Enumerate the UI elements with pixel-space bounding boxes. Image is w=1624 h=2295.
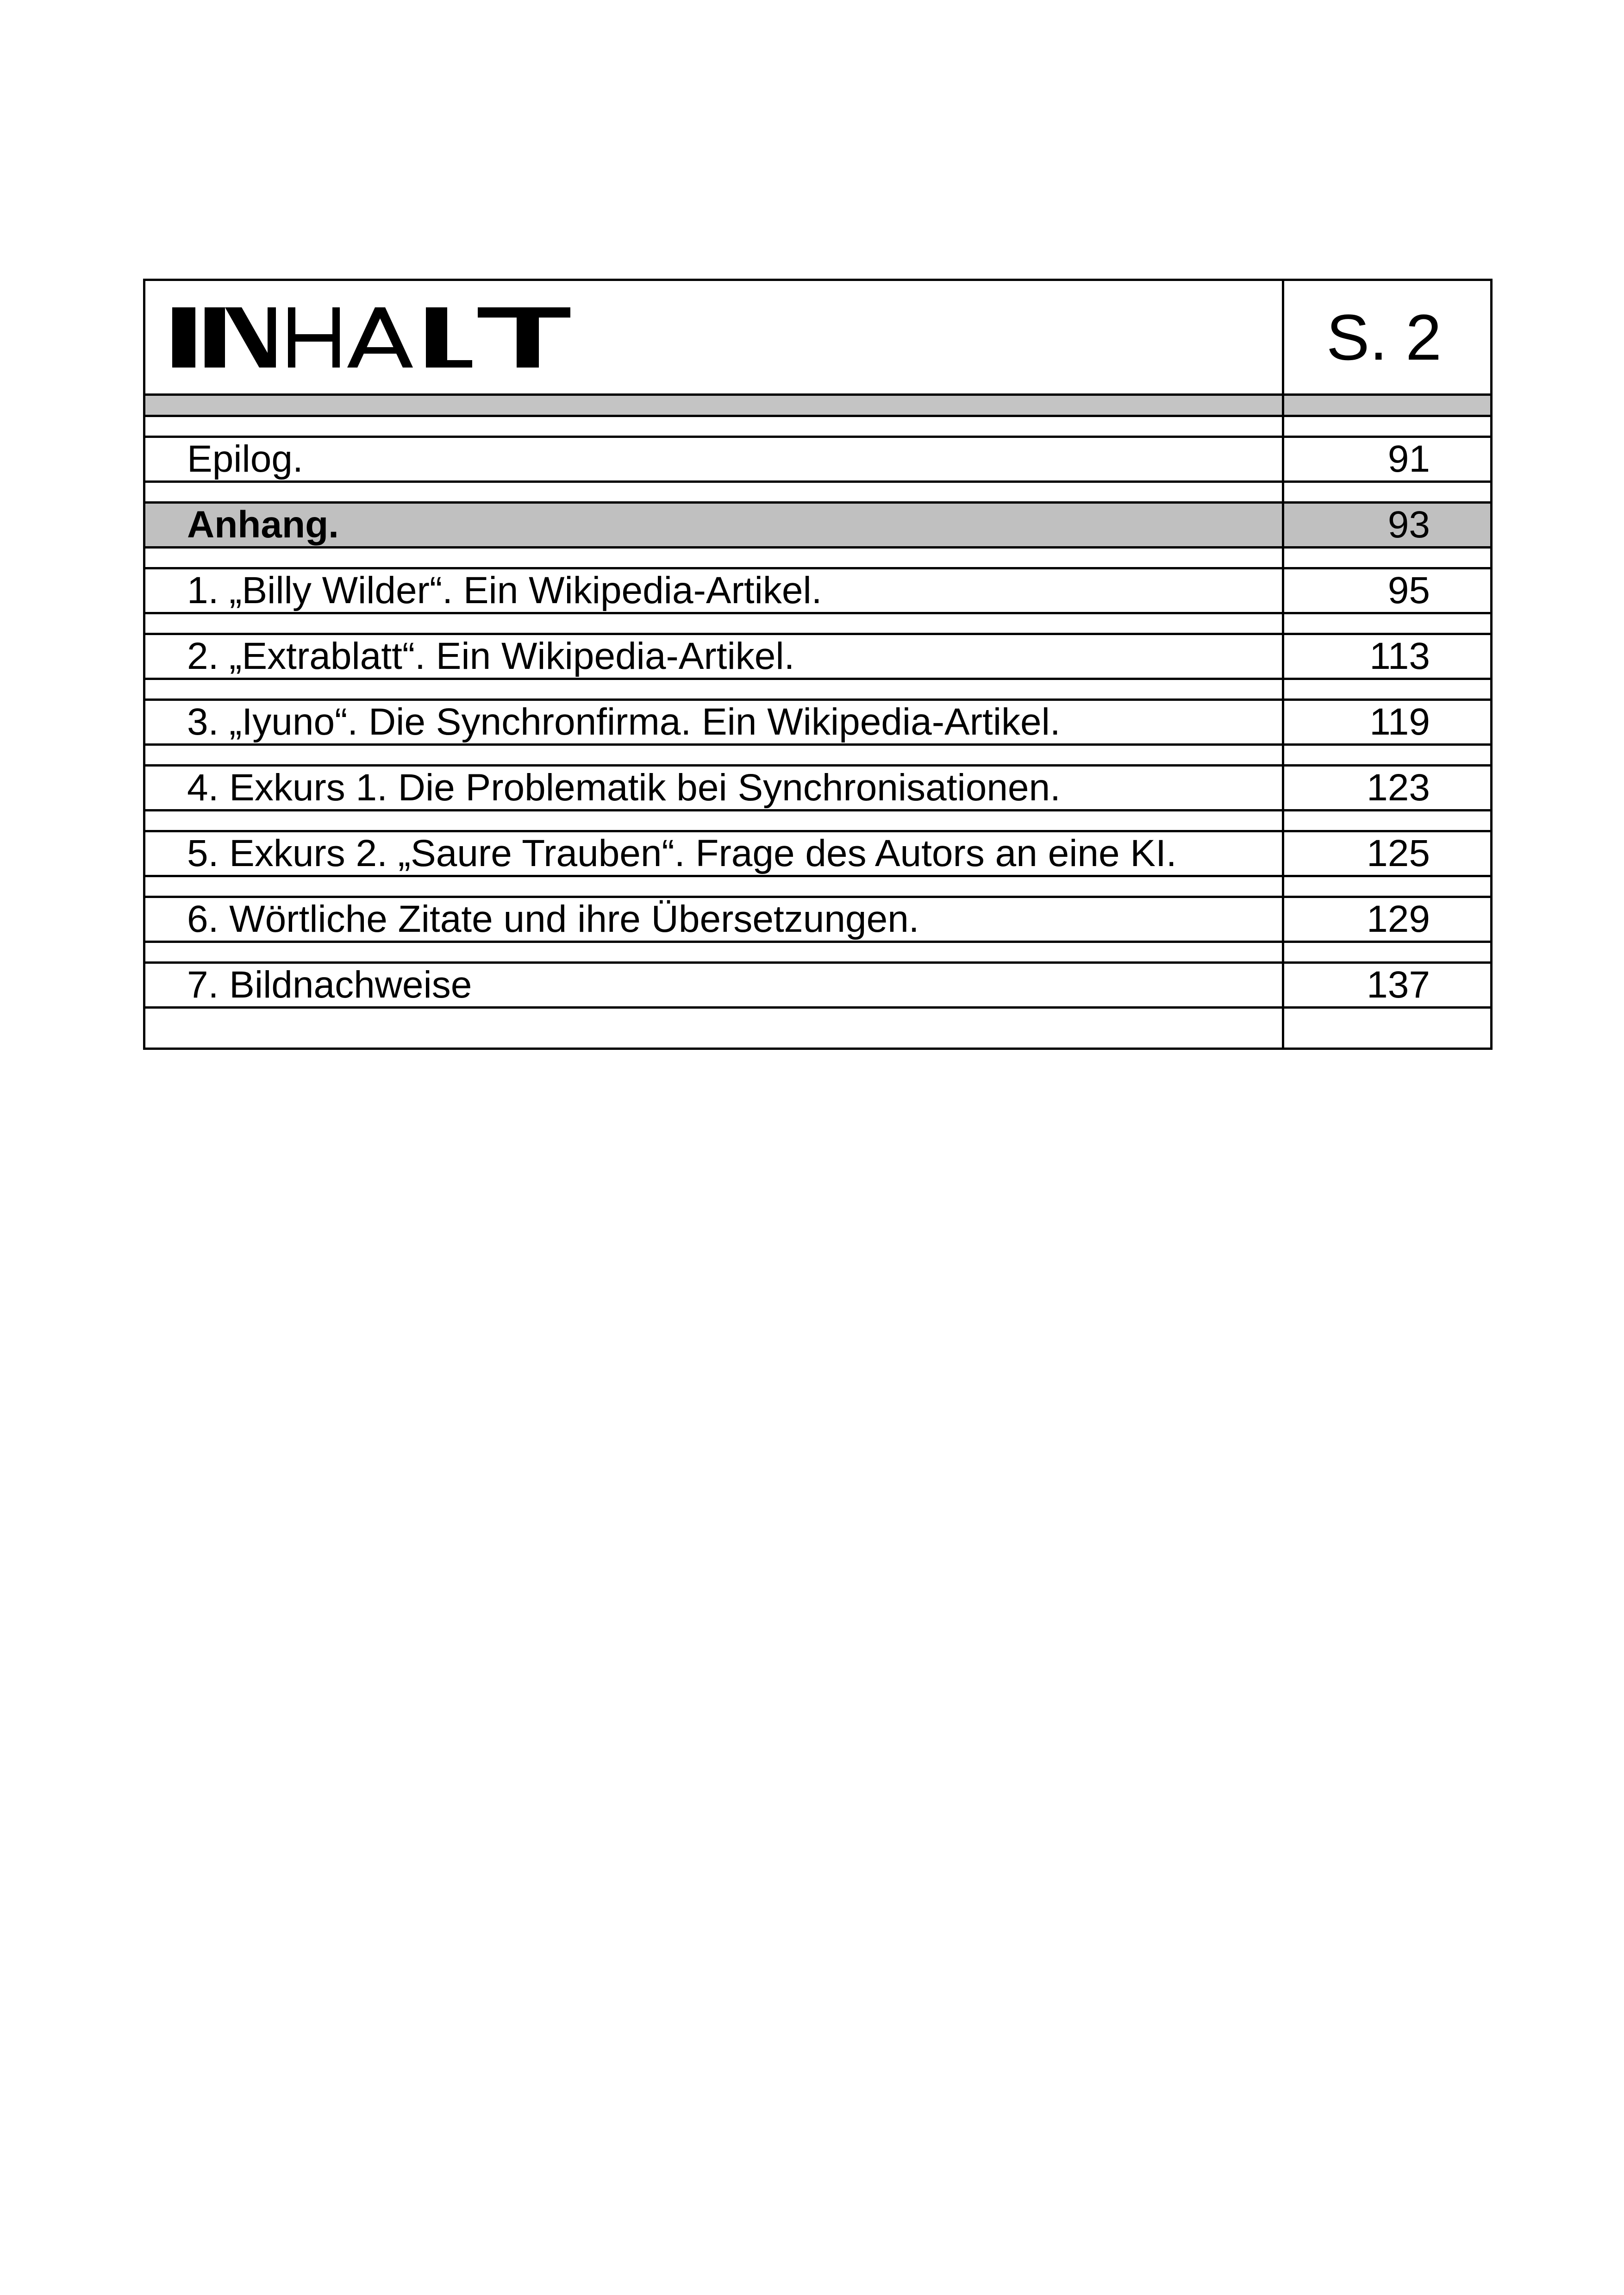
toc-entry-label: Anhang.	[187, 504, 339, 546]
toc-entry-label: 1. „Billy Wilder“. Ein Wikipedia-Artikel.	[187, 569, 822, 611]
toc-entry-bildnachweise	[143, 961, 1493, 1006]
spacer-row	[143, 941, 1493, 961]
toc-entry-label: 3. „Iyuno“. Die Synchronfirma. Ein Wikipedia-Artikel.	[187, 701, 1061, 743]
toc-entry-billy-wilder	[143, 567, 1493, 612]
toc-entry-page: 91	[1387, 438, 1430, 480]
toc-entry-anhang	[143, 501, 1493, 546]
toc-header-row	[143, 279, 1493, 393]
toc-entry-page: 123	[1367, 767, 1430, 809]
spacer-row	[143, 546, 1493, 567]
inhalt-wordmark	[172, 303, 570, 372]
toc-entry-page: 125	[1367, 832, 1430, 874]
toc-entry-page: 137	[1367, 964, 1430, 1006]
toc-entry-page: 113	[1369, 635, 1430, 677]
toc-entry-page: 119	[1369, 701, 1430, 743]
toc-entry-iyuno	[143, 698, 1493, 743]
toc-entry-label: 2. „Extrablatt“. Ein Wikipedia-Artikel.	[187, 635, 795, 677]
toc-entry-label: 4. Exkurs 1. Die Problematik bei Synchronisationen.	[187, 767, 1061, 809]
toc-entry-extrablatt	[143, 633, 1493, 678]
toc-entry-exkurs-2	[143, 830, 1493, 875]
toc-title-logo	[145, 281, 1284, 393]
table-of-contents	[143, 279, 1493, 1050]
toc-entry-exkurs-1	[143, 764, 1493, 809]
toc-entry-label: Epilog.	[187, 438, 303, 480]
toc-entry-label: 5. Exkurs 2. „Saure Trauben“. Frage des Autors an eine KI.	[187, 832, 1177, 874]
spacer-row	[143, 612, 1493, 633]
spacer-row	[143, 678, 1493, 698]
empty-row	[143, 1006, 1493, 1050]
toc-entry-label: 6. Wörtliche Zitate und ihre Übersetzungen.	[187, 898, 919, 940]
gray-band-row	[143, 393, 1493, 415]
toc-header-page-cell	[1284, 281, 1490, 393]
spacer-row	[143, 875, 1493, 896]
spacer-row	[143, 415, 1493, 436]
spacer-row	[143, 809, 1493, 830]
toc-entry-label: 7. Bildnachweise	[187, 964, 472, 1006]
toc-entry-epilog	[143, 436, 1493, 480]
toc-entry-page: 93	[1387, 504, 1430, 546]
toc-entry-zitate	[143, 896, 1493, 941]
page-number-label: S. 2	[1326, 300, 1442, 374]
spacer-row	[143, 743, 1493, 764]
spacer-row	[143, 480, 1493, 501]
toc-entry-page: 95	[1387, 569, 1430, 611]
toc-entry-page: 129	[1367, 898, 1430, 940]
